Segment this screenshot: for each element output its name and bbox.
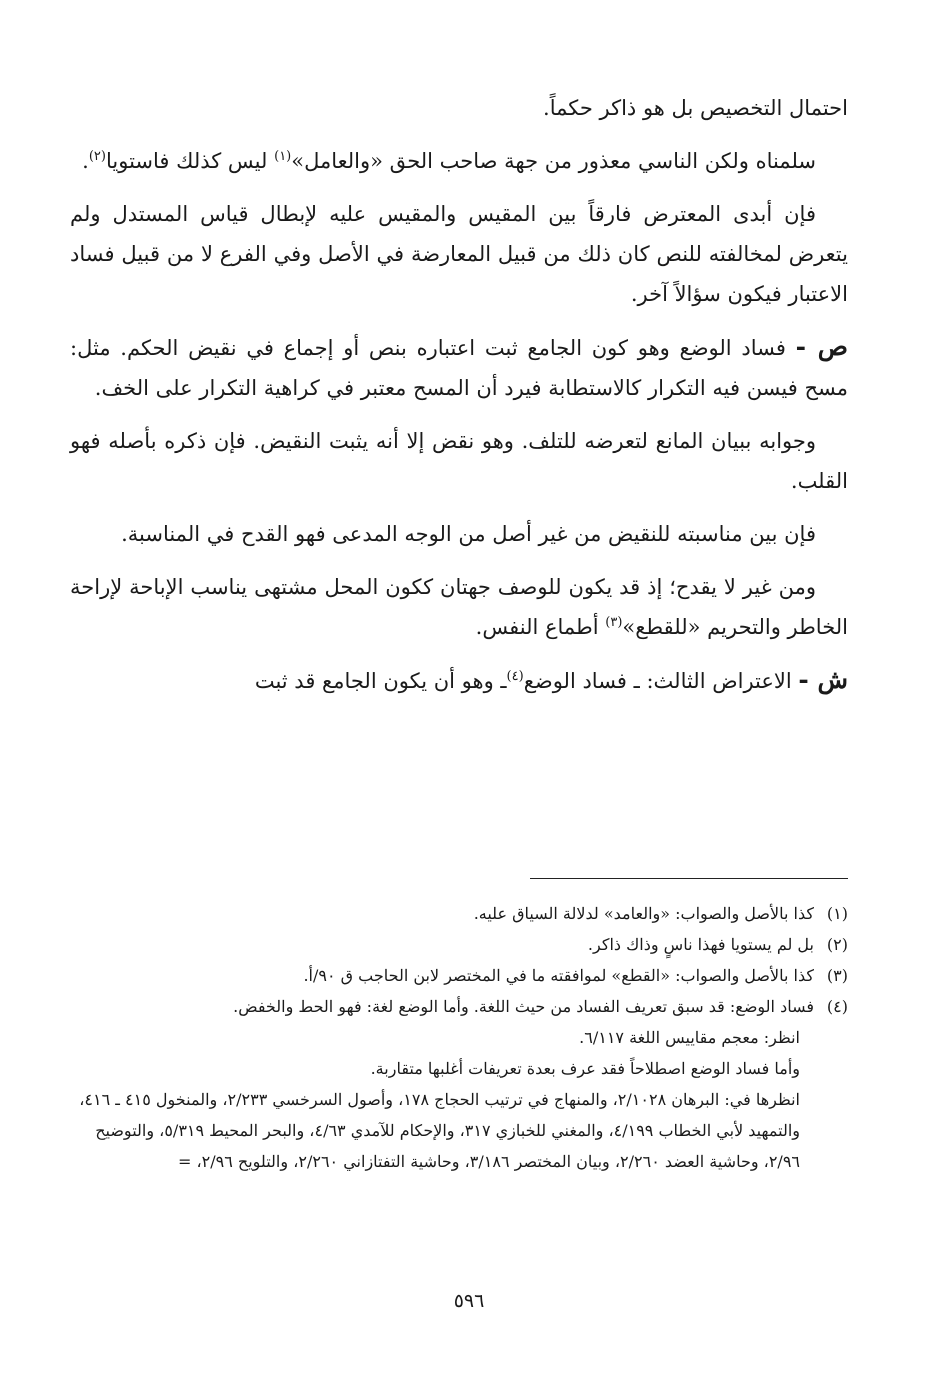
- paragraph-5-text: وجوابه ببيان المانع لتعرضه للتلف. وهو نقض إلا أنه يثبت النقيض. فإن ذكره بأصله فهو القلب.: [70, 429, 848, 493]
- footnote-1-text: كذا بالأصل والصواب: «والعامد» لدلالة السياق عليه.: [473, 904, 814, 923]
- paragraph-4: [70, 327, 848, 408]
- footnote-4-references-text: انظرها في: البرهان ٢/١٠٢٨، والمنهاج في ترتيب الحجاج ١٧٨، وأصول السرخسي ٢/٢٣٣، والمنخول ٤١٥ ـ ٤١٦، والتمهيد لأبي الخطاب ٤/١٩٩، والمغني للخبازي ٣١٧، والإحكام للآمدي ٤/٦٣، والبحر المحيط ٥/٣١٩، والتوضيح ٢/٩٦، وحاشية العضد ٢/٢٦٠، وبيان المختصر ٣/١٨٦، وحاشية التفتازاني ٢/٢٦٠، والتلويح ٢/٩٦، =: [79, 1090, 800, 1171]
- footnote-2-text: بل لم يستويا فهذا ناسٍ وذاك ذاكر.: [587, 935, 814, 954]
- footnote-4-line-3: وأما فساد الوضع اصطلاحاً فقد عرف بعدة تعريفات أغلبها متقاربة.: [370, 1059, 800, 1078]
- paragraph-1-text: احتمال التخصيص بل هو ذاكر حكماً.: [543, 96, 848, 120]
- footnote-1-number: (١): [826, 904, 848, 923]
- footnote-4-references: [70, 1084, 848, 1177]
- text-marker-sad: ص -: [795, 332, 849, 361]
- footnote-1: [70, 898, 848, 929]
- footnote-3-text: كذا بالأصل والصواب: «القطع» لموافقته ما في المختصر لابن الحاجب ق ٩٠/أ.: [303, 966, 814, 985]
- paragraph-8-text-a: الاعتراض الثالث: ـ فساد الوضع: [523, 669, 799, 693]
- footnote-divider: [530, 878, 848, 879]
- paragraph-7-text-a: ومن غير لا يقدح؛ إذ قد يكون للوصف جهتان ككون المحل مشتهى يناسب الإباحة لإراحة الخاطر والتحريم «للقطع»: [70, 575, 848, 639]
- main-text: [70, 88, 848, 714]
- paragraph-4-text: فساد الوضع وهو كون الجامع ثبت اعتباره بنص أو إجماع في نقيض الحكم. مثل: مسح فيسن فيه التكرار كالاستطابة فيرد أن المسح معتبر في كراهية التكرار على الخف.: [70, 336, 848, 400]
- footnote-ref-1: (١): [274, 149, 292, 164]
- footnote-ref-4: (٤): [506, 669, 524, 684]
- footnote-ref-2: (٢): [88, 149, 106, 164]
- paragraph-8: [70, 660, 848, 701]
- paragraph-6: [70, 514, 848, 554]
- paragraph-1: [70, 88, 848, 128]
- footnote-ref-3: (٣): [605, 615, 623, 630]
- paragraph-3: [70, 194, 848, 314]
- footnote-2: [70, 929, 848, 960]
- footnote-4-number: (٤): [826, 997, 848, 1016]
- paragraph-3-text: فإن أبدى المعترض فارقاً بين المقيس والمقيس عليه لإبطال قياس المستدل ولم يتعرض لمخالفته للنص كان ذلك من قبيل المعارضة في الأصل وفي الفرع لا من قبيل فساد الاعتبار فيكون سؤالاً آخر.: [70, 202, 848, 306]
- footnote-3-number: (٣): [826, 966, 848, 985]
- paragraph-2-text-a: سلمناه ولكن الناسي معذور من جهة صاحب الحق «والعامل»: [291, 149, 816, 173]
- footnotes-section: [70, 898, 848, 1177]
- page-number: ٥٩٦: [453, 1290, 485, 1312]
- text-marker-shin: ش -: [798, 665, 848, 694]
- paragraph-2: [70, 141, 848, 181]
- paragraph-2-text-c: .: [82, 149, 89, 173]
- footnote-4: [70, 991, 848, 1084]
- paragraph-2-text-b: ليس كذلك فاستويا: [105, 149, 275, 173]
- footnote-2-number: (٢): [826, 935, 848, 954]
- paragraph-7-text-b: أطماع النفس.: [475, 615, 606, 639]
- footnote-4-line-1: فساد الوضع: قد سبق تعريف الفساد من حيث اللغة. وأما الوضع لغة: فهو الحط والخفض.: [233, 997, 814, 1016]
- paragraph-8-text-b: ـ وهو أن يكون الجامع قد ثبت: [254, 669, 507, 693]
- paragraph-6-text: فإن بين مناسبته للنقيض من غير أصل من الوجه المدعى فهو القدح في المناسبة.: [121, 522, 816, 546]
- paragraph-5: [70, 421, 848, 501]
- footnote-4-line-2: انظر: معجم مقاييس اللغة ٦/١١٧.: [579, 1028, 800, 1047]
- footnote-3: [70, 960, 848, 991]
- paragraph-7: [70, 567, 848, 647]
